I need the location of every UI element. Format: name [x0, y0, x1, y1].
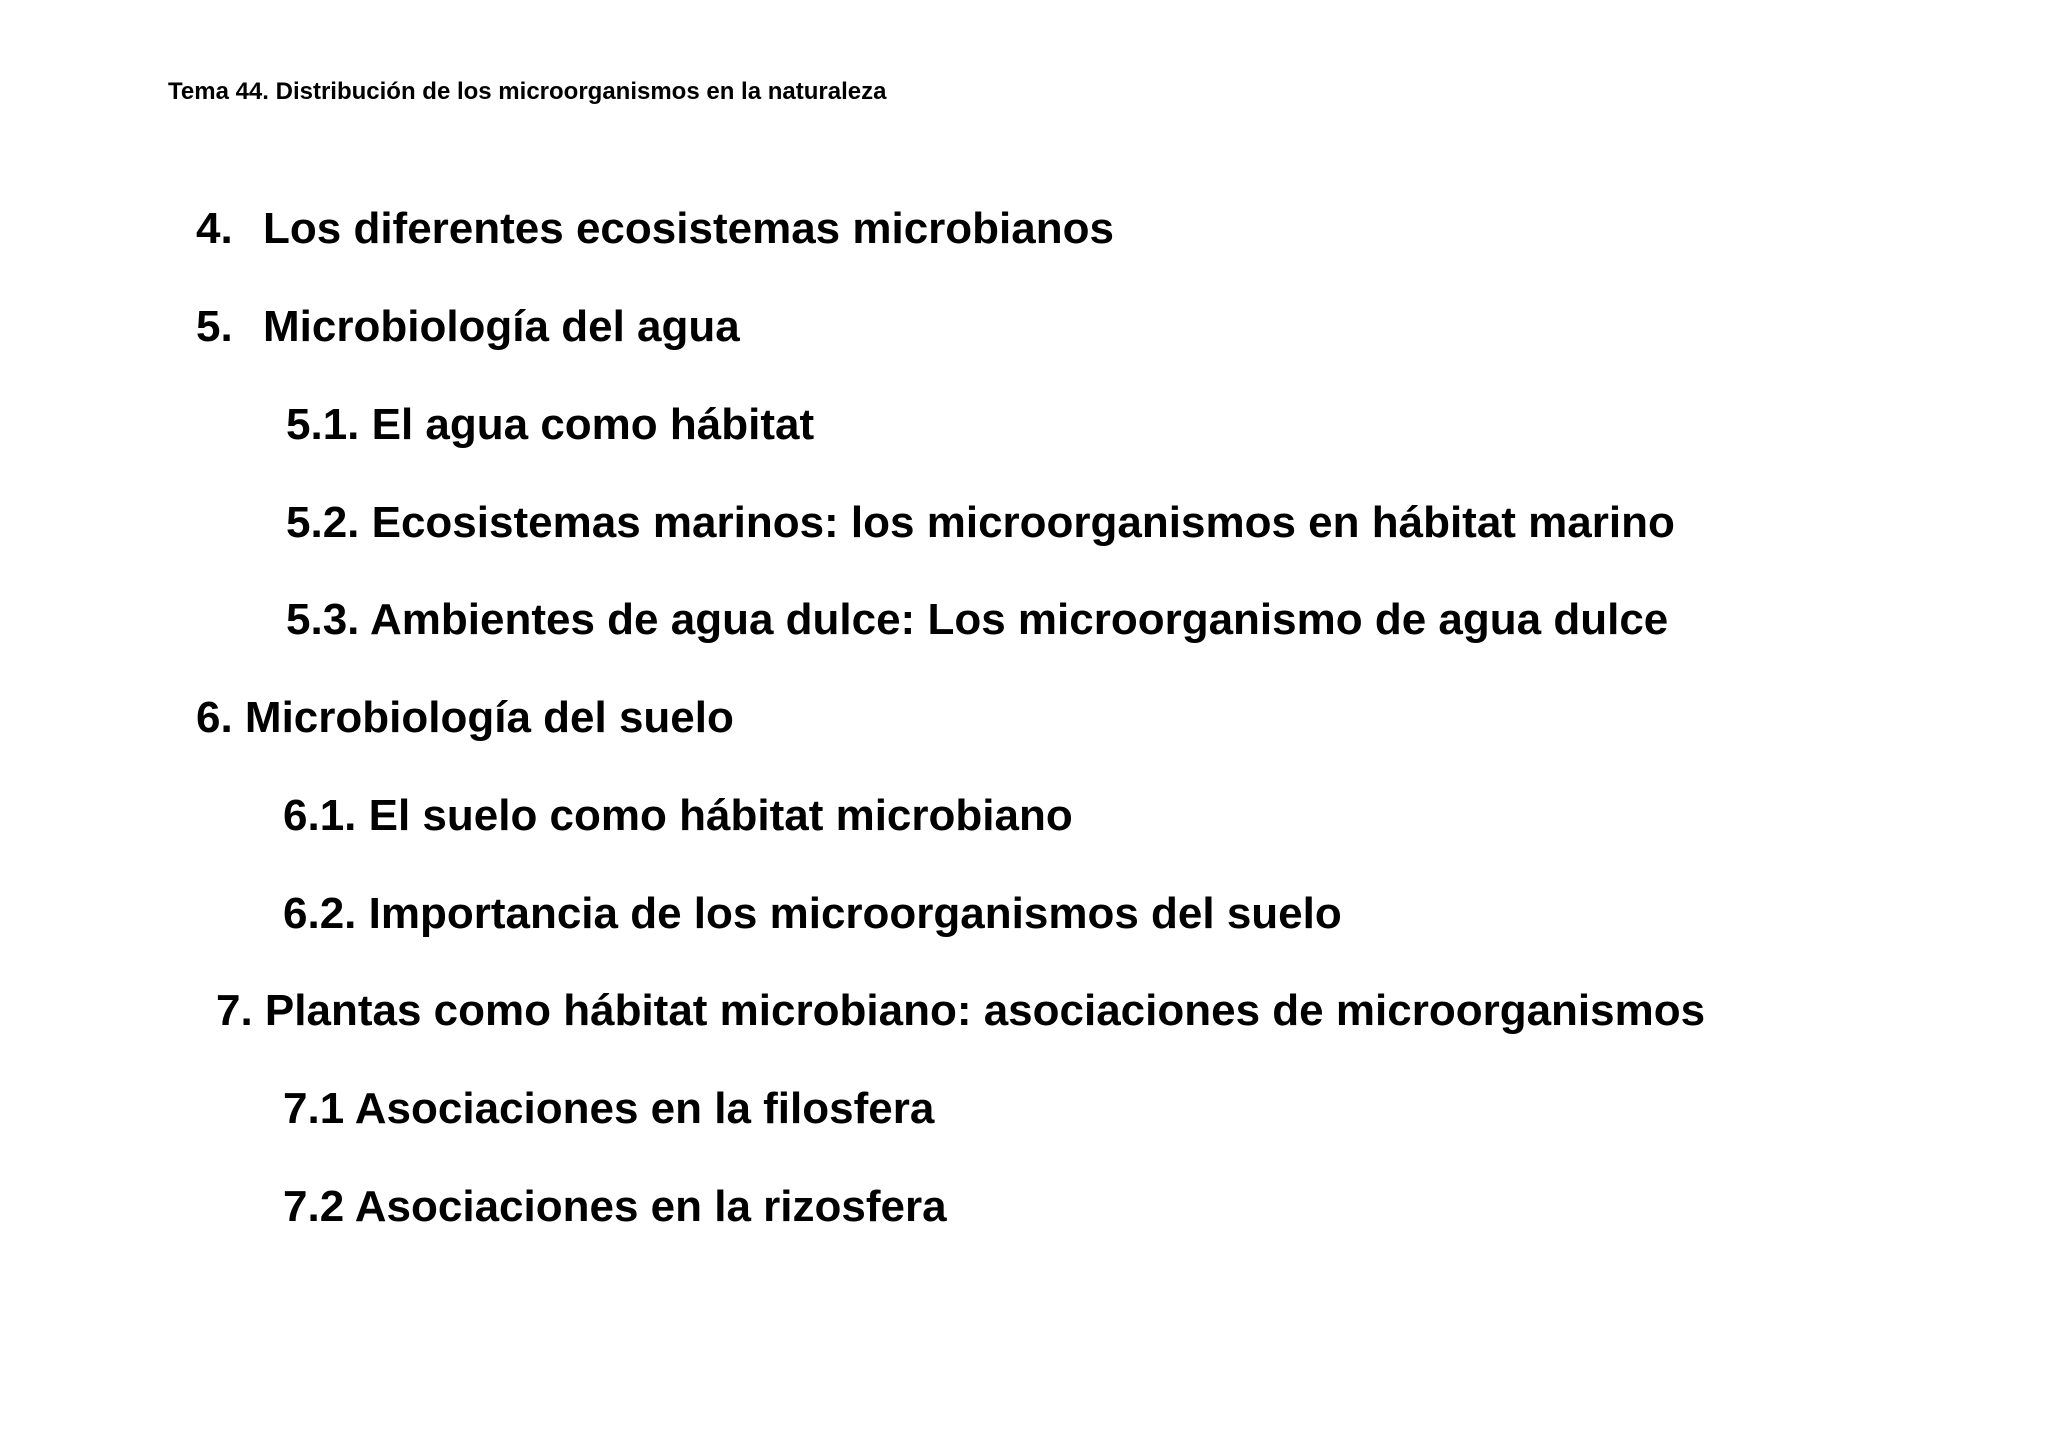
toc-item-number: 5. [196, 302, 233, 351]
toc-item-5 [196, 301, 740, 353]
toc-item-text: Los diferentes ecosistemas microbianos [263, 204, 1114, 253]
toc-item-6-2: 6.2. Importancia de los microorganismos del suelo [283, 889, 1342, 938]
toc-item-6-1: 6.1. El suelo como hábitat microbiano [283, 791, 1073, 840]
toc-item-5-3: 5.3. Ambientes de agua dulce: Los microorganismo de agua dulce [286, 595, 1669, 644]
toc-item-5-2: 5.2. Ecosistemas marinos: los microorganismos en hábitat marino [286, 498, 1675, 547]
toc-item-7-2: 7.2 Asociaciones en la rizosfera [283, 1182, 947, 1231]
toc-item-6: 6. Microbiología del suelo [196, 693, 734, 742]
toc-item-7: 7. Plantas como hábitat microbiano: asociaciones de microorganismos [216, 986, 1706, 1035]
toc-item-4 [196, 203, 1114, 255]
page-header: Tema 44. Distribución de los microorganismos en la naturaleza [168, 78, 887, 105]
toc-item-text: Microbiología del agua [263, 302, 740, 351]
toc-item-number: 4. [196, 204, 233, 253]
toc-item-5-1: 5.1. El agua como hábitat [286, 400, 815, 449]
toc-item-7-1: 7.1 Asociaciones en la filosfera [283, 1084, 935, 1133]
